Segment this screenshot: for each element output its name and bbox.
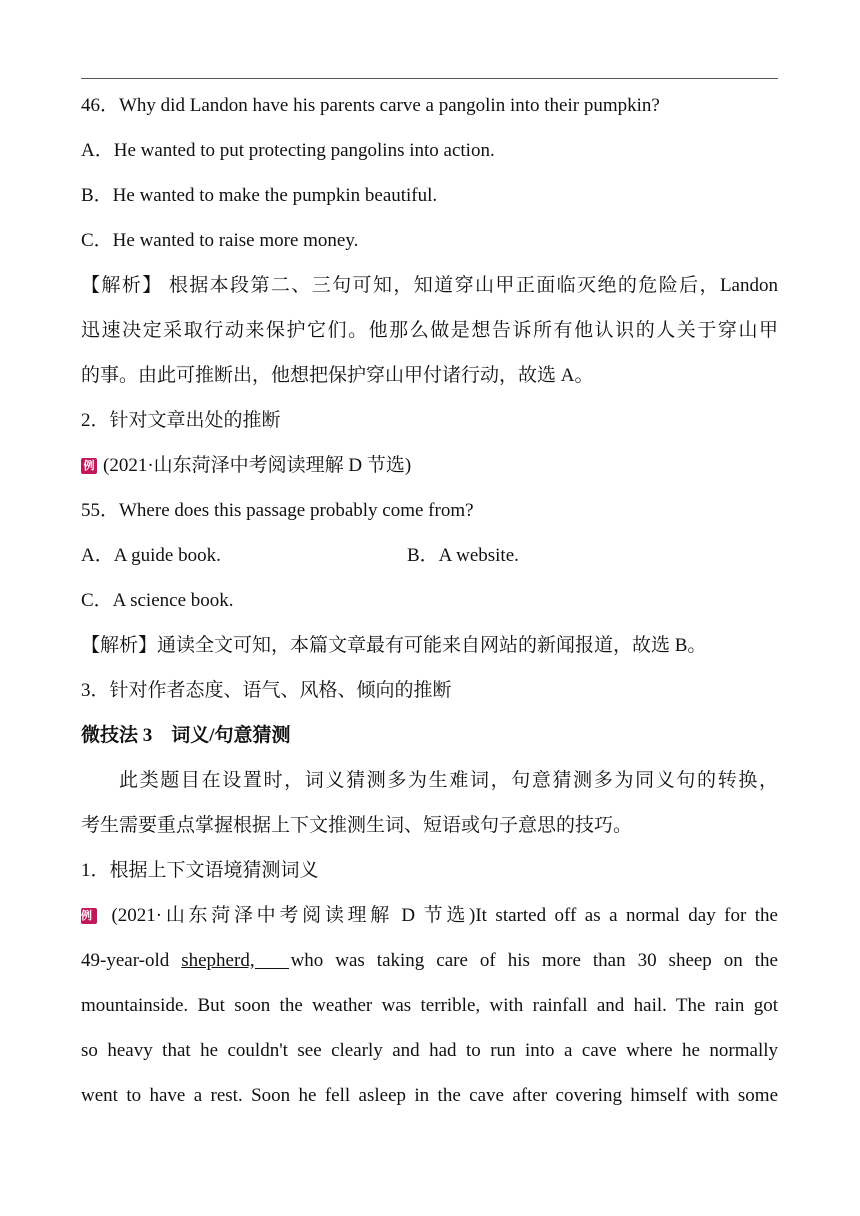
passage-line-2 xyxy=(81,949,778,973)
q46-option-c: C．He wanted to raise more money. xyxy=(81,230,359,251)
section-3-heading: 3．针对作者态度、语气、风格、倾向的推断 xyxy=(81,680,452,701)
q55-analysis: 【解析】通读全文可知，本篇文章最有可能来自网站的新闻报道，故选 B。 xyxy=(81,635,707,656)
question-55: 55．Where does this passage probably come from? xyxy=(81,500,474,521)
q46-option-b: B．He wanted to make the pumpkin beautiful. xyxy=(81,185,438,206)
passage-line-2-post: who was taking care of his more than 30 sheep on the xyxy=(290,950,778,971)
q46-option-a: A．He wanted to put protecting pangolins into action. xyxy=(81,140,495,161)
section-2-heading: 2．针对文章出处的推断 xyxy=(81,410,281,431)
technique-3-intro-line-2: 考生需要重点掌握根据上下文推测生词、短语或句子意思的技巧。 xyxy=(81,815,633,836)
technique-3-title: 微技法 3 词义/句意猜测 xyxy=(81,725,291,746)
q46-analysis-line-2: 迅速决定采取行动来保护它们。他那么做是想告诉所有他认识的人关于穿山甲 xyxy=(81,320,778,341)
passage-line-5: went to have a rest. Soon he fell asleep in the cave after covering himself with some xyxy=(81,1085,778,1106)
technique-3-intro-line-1: 此类题目在设置时，词义猜测多为生难词，句意猜测多为同义句的转换， xyxy=(119,770,778,791)
underlined-word: shepherd, xyxy=(181,950,255,971)
q55-option-b: B．A website. xyxy=(407,545,519,566)
section-2-example xyxy=(81,454,778,478)
q55-option-a: A．A guide book. xyxy=(81,545,221,566)
example-first-text: (2021·山东菏泽中考阅读理解 D 节选)It started off as a normal day for the xyxy=(111,905,778,926)
example-source: (2021·山东菏泽中考阅读理解 D 节选) xyxy=(103,455,412,476)
passage-line-3: mountainside. But soon the weather was terrible, with rainfall and hail. The rain got xyxy=(81,995,778,1016)
blank-underline xyxy=(255,950,289,969)
technique-3-sub-1: 1．根据上下文语境猜测词义 xyxy=(81,860,319,881)
example-icon: 例 xyxy=(81,908,97,924)
q46-analysis-line-1: 【解析】 根据本段第二、三句可知，知道穿山甲正面临灭绝的危险后，Landon xyxy=(81,275,778,296)
example-icon: 例 xyxy=(81,458,97,474)
q55-options-row xyxy=(81,544,778,568)
q55-option-c: C．A science book. xyxy=(81,590,234,611)
technique-3-example-line-1 xyxy=(81,904,778,928)
header-rule xyxy=(81,78,778,79)
passage-line-4: so heavy that he couldn't see clearly and had to run into a cave where he normally xyxy=(81,1040,778,1061)
question-46: 46．Why did Landon have his parents carve a pangolin into their pumpkin? xyxy=(81,95,660,116)
passage-line-2-pre: 49-year-old xyxy=(81,950,182,971)
q46-analysis-line-3: 的事。由此可推断出，他想把保护穿山甲付诸行动，故选 A。 xyxy=(81,365,594,386)
